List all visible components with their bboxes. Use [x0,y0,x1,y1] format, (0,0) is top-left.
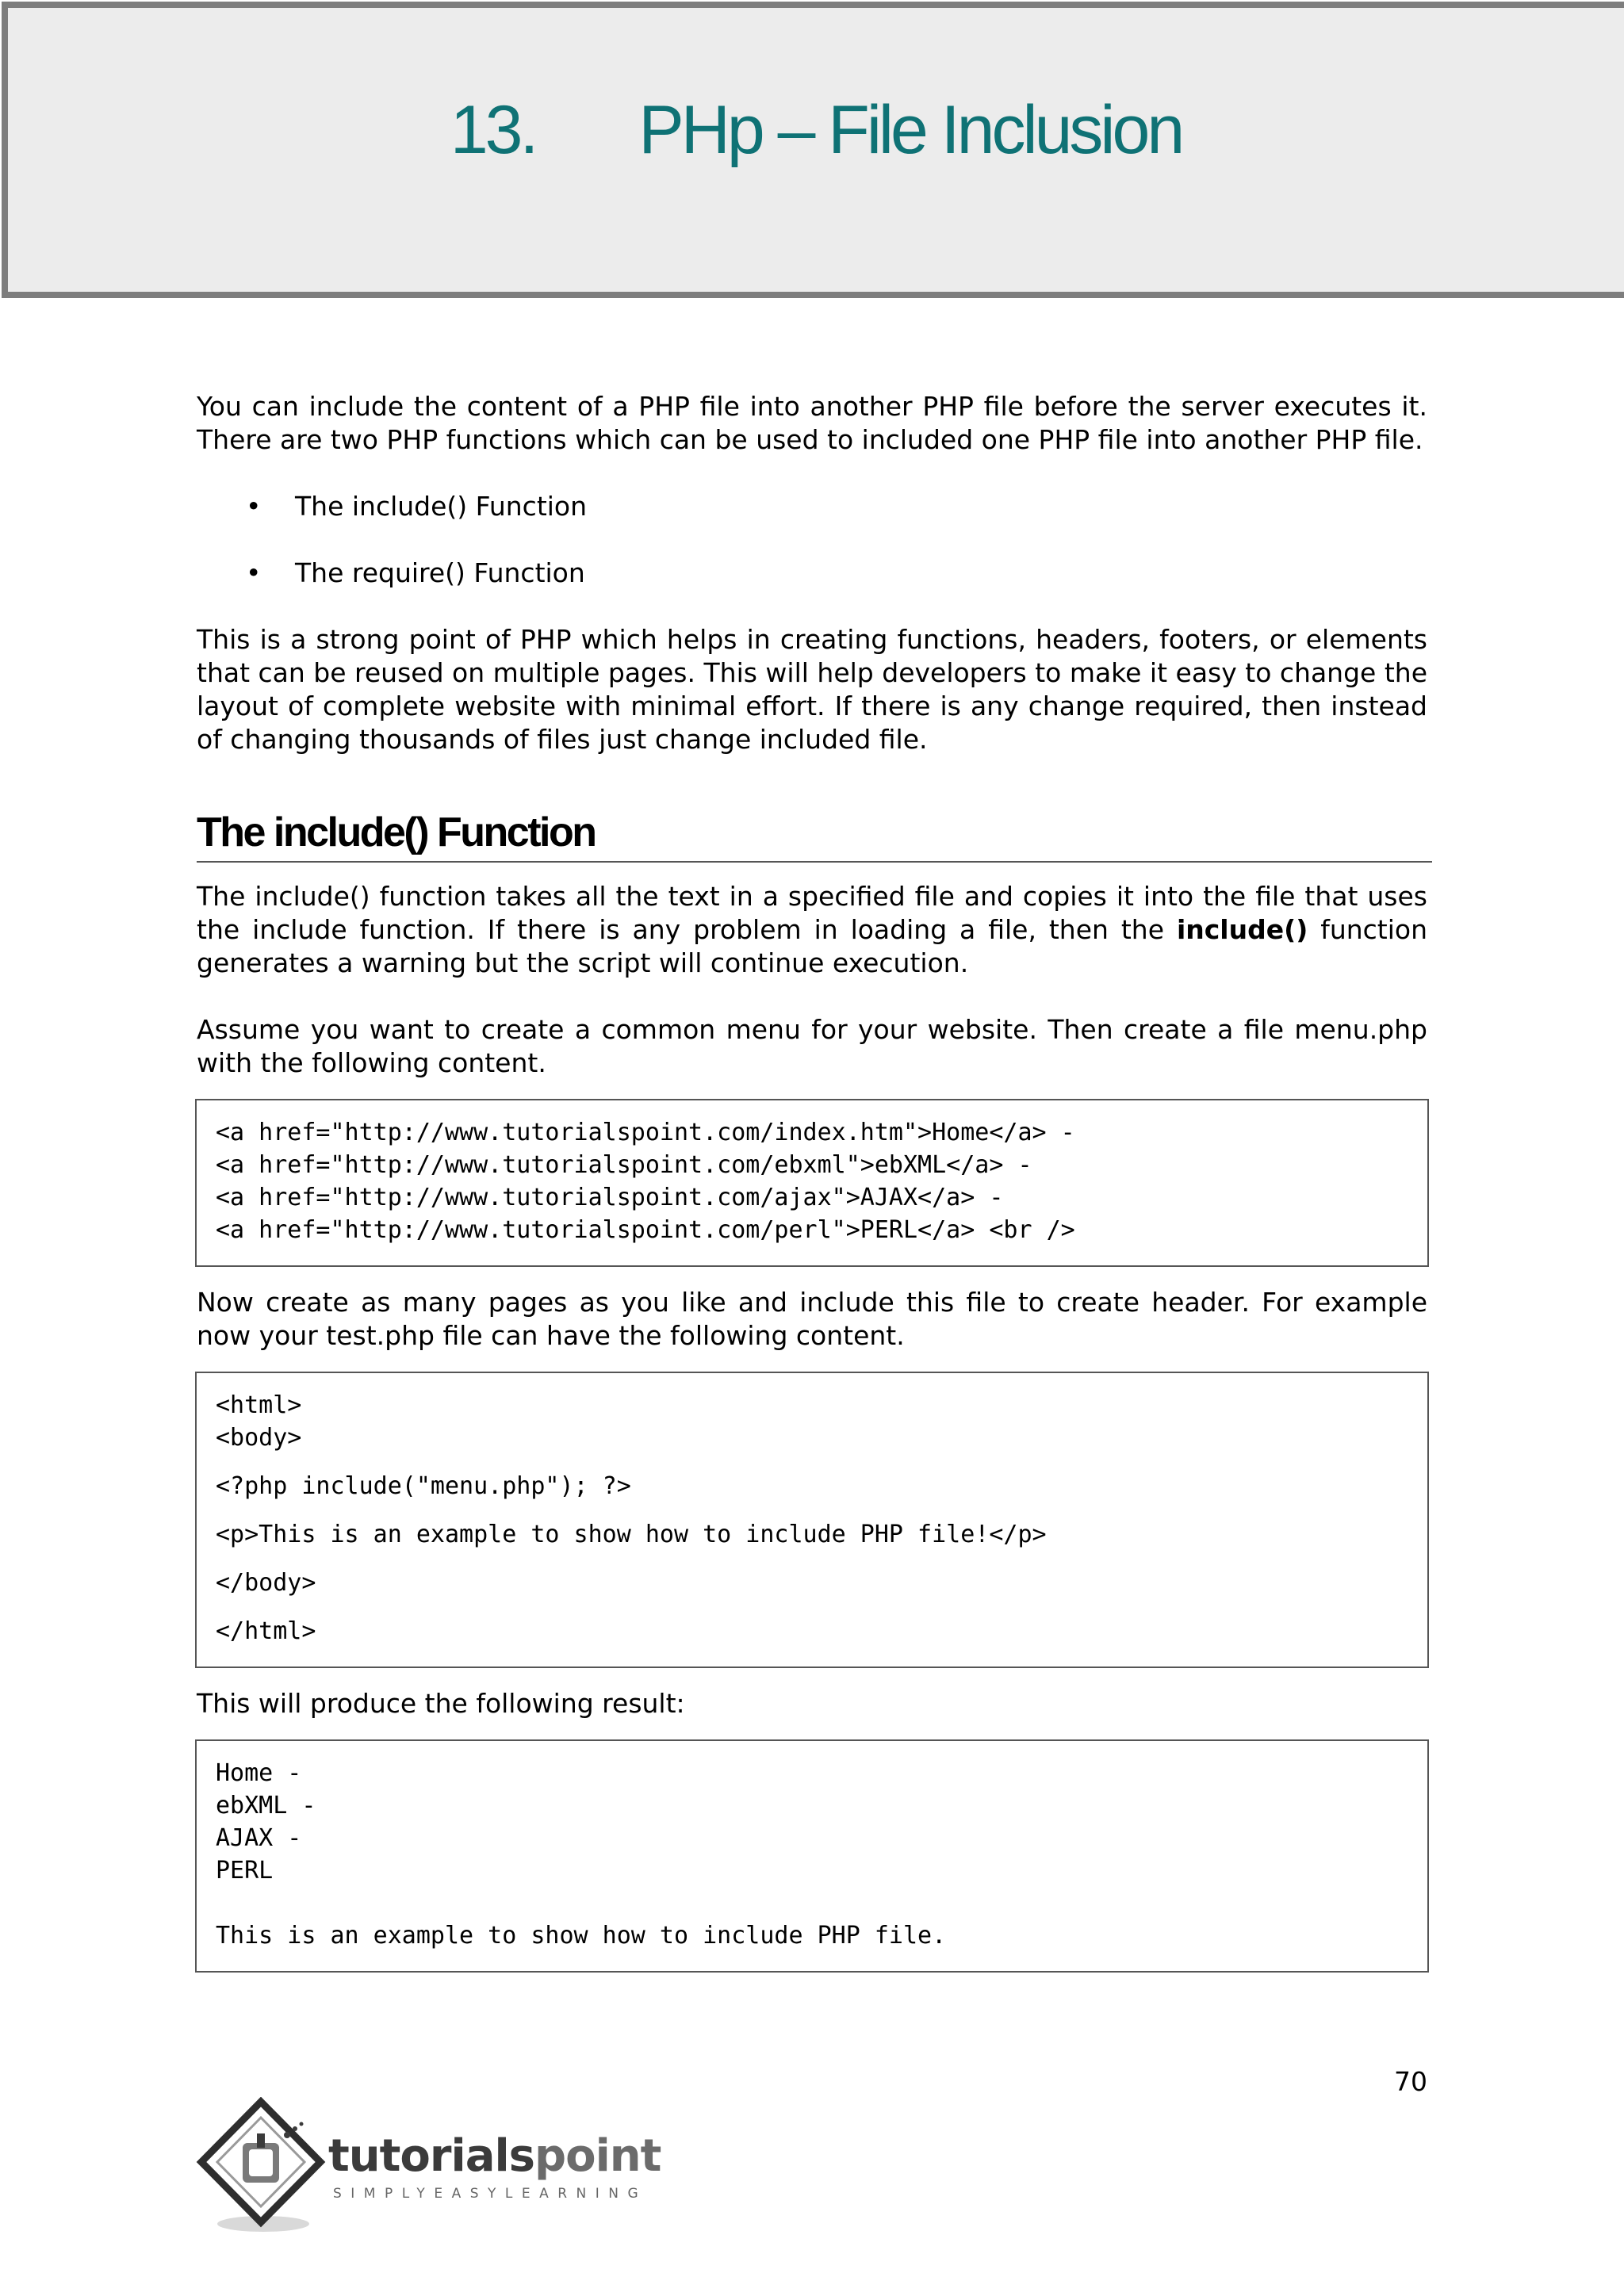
chapter-header [2,2,1624,298]
strong-point-paragraph: This is a strong point of PHP which helps in creating functions, headers, footers, or elements that can be reused on multiple pages. This will help developers to make it easy to change the layout of complete website with minimal effort. If there is any change required, then instead of changing thousands of files just change included file. [197,624,1427,755]
section-heading: The include() Function [197,807,1432,863]
include-function-name: include() [1176,914,1308,945]
code-block-result [195,1739,1429,1973]
code-line: <a href="http://www.tutorialspoint.com/ajax">AJAX</a> - [216,1184,1004,1211]
code-line: ebXML - [216,1792,316,1820]
logo-tagline: SIMPLYEASYLEARNING [333,2186,648,2202]
code-line: <html> [216,1391,302,1419]
logo-word-a: tutorials [328,2130,535,2182]
function-list [197,490,1427,590]
menu-instruction-paragraph: Assume you want to create a common menu for your website. Then create a file menu.php with the following content. [197,1014,1427,1078]
tutorialspoint-logo [193,2097,669,2240]
code-line: <a href="http://www.tutorialspoint.com/perl">PERL</a> <br /> [216,1216,1075,1244]
code-line: PERL [216,1857,274,1885]
include-description-paragraph [197,880,1427,980]
code-line: <body> [216,1424,302,1452]
list-item [197,557,1427,590]
chapter-title [8,91,1624,170]
code-line: <a href="http://www.tutorialspoint.com/index.htm">Home</a> - [216,1119,1075,1146]
result-intro-paragraph: This will produce the following result: [197,1688,685,1719]
code-line: <?php include("menu.php"); ?> [216,1472,631,1500]
list-item [197,490,1427,523]
bullet-symbol: • [246,491,262,522]
code-line: <p>This is an example to show how to include PHP file!</p> [216,1521,1047,1548]
bullet-symbol: • [246,557,262,588]
code-line: AJAX - [216,1824,302,1852]
page-number: 70 [1394,2066,1427,2097]
page-content [197,390,1427,1992]
include-description-text: The include() function takes all the text in a specified file and copies it into the file that uses the include function. If there is any problem in loading a file, then the [197,881,1427,945]
code-line: Home - [216,1759,302,1787]
logo-wordmark [328,2130,661,2182]
code-line: </body> [216,1569,316,1597]
chapter-number: 13. [450,92,536,168]
code-line: This is an example to show how to include PHP file. [216,1922,947,1950]
chapter-title-text: PHp – File Inclusion [638,92,1182,168]
intro-paragraph: You can include the content of a PHP file into another PHP file before the server executes it. There are two PHP functions which can be used to included one PHP file into another PHP file. [197,391,1427,455]
code-line: <a href="http://www.tutorialspoint.com/ebxml">ebXML</a> - [216,1151,1032,1179]
include-description-text-end: function generates a warning but the script will continue execution. [197,914,1428,978]
code-line: </html> [216,1617,316,1645]
logo-word-b: point [534,2130,661,2182]
list-item-text: The require() Function [295,557,585,588]
code-block-test-php [195,1372,1429,1668]
logo-diamond-icon [193,2097,328,2240]
test-page-paragraph: Now create as many pages as you like and include this file to create header. For example now your test.php file can have the following content. [197,1287,1427,1351]
code-line [216,1887,1408,1919]
code-block-menu [195,1099,1429,1267]
list-item-text: The include() Function [295,491,588,522]
